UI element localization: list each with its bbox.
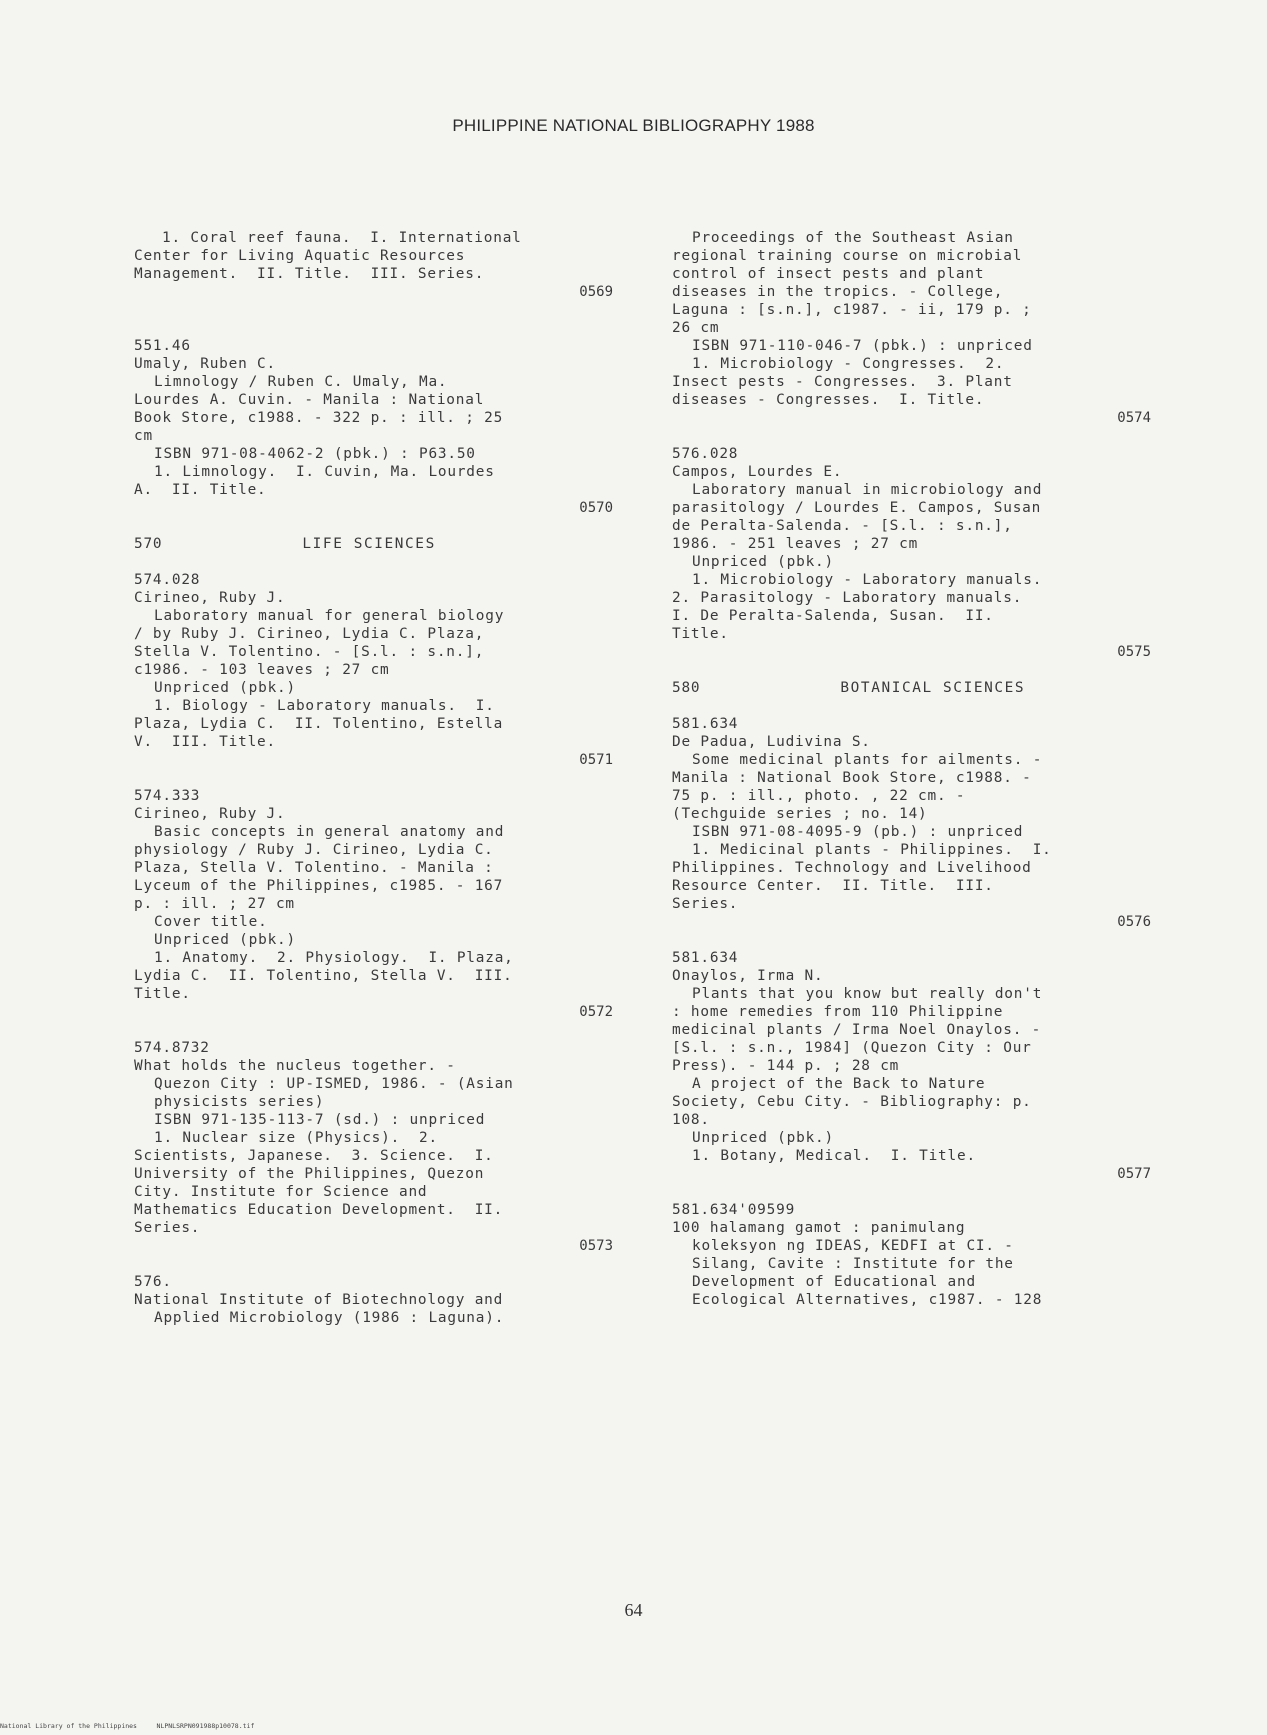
page-title: PHILIPPINE NATIONAL BIBLIOGRAPHY 1988 xyxy=(452,116,815,135)
entry-line: de Peralta-Salenda. - [S.l. : s.n.], xyxy=(672,518,1013,534)
entry-line: University of the Philippines, Quezon xyxy=(134,1166,485,1182)
entry-line: koleksyon ng IDEAS, KEDFI at CI. - xyxy=(692,1238,1014,1254)
spacer xyxy=(134,553,619,571)
entry-line: Insect pests - Congresses. 3. Plant xyxy=(672,374,1013,390)
right-column xyxy=(672,229,1157,1309)
spacer xyxy=(134,301,619,337)
entry-line: Unpriced (pbk.) xyxy=(154,680,296,696)
entry-line: Lydia C. II. Tolentino, Stella V. III. xyxy=(134,968,513,984)
entry-line: City. Institute for Science and xyxy=(134,1184,428,1200)
entry-line: ISBN 971-110-046-7 (pbk.) : unpriced xyxy=(692,338,1033,354)
section-heading xyxy=(134,535,619,553)
entry-number: 0575 xyxy=(1117,644,1151,660)
section-code: 570 xyxy=(134,536,163,552)
entry-line: 1. Biology - Laboratory manuals. I. xyxy=(154,698,495,714)
entry-line: Society, Cebu City. - Bibliography: p. xyxy=(672,1094,1032,1110)
entry-line: 581.634 xyxy=(672,950,739,966)
entry-line: Scientists, Japanese. 3. Science. I. xyxy=(134,1148,494,1164)
entry-line: Manila : National Book Store, c1988. - xyxy=(672,770,1032,786)
entry-line: 75 p. : ill., photo. , 22 cm. - xyxy=(672,788,966,804)
entry-line: medicinal plants / Irma Noel Onaylos. - xyxy=(672,1022,1042,1038)
entry-number: 0572 xyxy=(579,1004,613,1020)
entry-line: Laguna : [s.n.], c1987. - ii, 179 p. ; xyxy=(672,302,1032,318)
spacer xyxy=(672,661,1157,679)
entry-line: 108. xyxy=(672,1112,710,1128)
entry-line: 576. xyxy=(134,1274,172,1290)
entry-line: National Institute of Biotechnology and xyxy=(134,1292,504,1308)
entry-line: V. III. Title. xyxy=(134,734,276,750)
entry-number: 0569 xyxy=(579,284,613,300)
entry-line: physiology / Ruby J. Cirineo, Lydia C. xyxy=(134,842,494,858)
entry-line: Quezon City : UP-ISMED, 1986. - (Asian xyxy=(154,1076,514,1092)
entry-line: Proceedings of the Southeast Asian xyxy=(692,230,1014,246)
entry-line: parasitology / Lourdes E. Campos, Susan xyxy=(672,500,1042,516)
entry-line: 1986. - 251 leaves ; 27 cm xyxy=(672,536,919,552)
entry-line: 1. Nuclear size (Physics). 2. xyxy=(154,1130,438,1146)
entry-line: 100 halamang gamot : panimulang xyxy=(672,1220,966,1236)
entry-number: 0570 xyxy=(579,500,613,516)
entry-line: 1. Microbiology - Laboratory manuals. xyxy=(692,572,1043,588)
entry-line: Onaylos, Irma N. xyxy=(672,968,824,984)
entry-line: 1. Anatomy. 2. Physiology. I. Plaza, xyxy=(154,950,514,966)
entry-line: 581.634 xyxy=(672,716,739,732)
entry-number: 0577 xyxy=(1117,1166,1151,1182)
entry-line: Title. xyxy=(134,986,191,1002)
spacer xyxy=(672,1183,1157,1201)
entry-line: Unpriced (pbk.) xyxy=(154,932,296,948)
section-code: 580 xyxy=(672,680,701,696)
entry-line: Basic concepts in general anatomy and xyxy=(154,824,505,840)
left-column xyxy=(134,229,619,1327)
entry-line: Cirineo, Ruby J. xyxy=(134,806,286,822)
entry-line: Management. II. Title. III. Series. xyxy=(134,266,485,282)
scan-footer: National Library of the Philippines NLPNLSRPN091988p10078.tif xyxy=(0,1722,255,1730)
entry-line: Plaza, Stella V. Tolentino. - Manila : xyxy=(134,860,494,876)
entry-line: 1. Microbiology - Congresses. 2. xyxy=(692,356,1005,372)
entry-line: Lyceum of the Philippines, c1985. - 167 xyxy=(134,878,504,894)
entry-line: I. De Peralta-Salenda, Susan. II. xyxy=(672,608,994,624)
entry-line: c1986. - 103 leaves ; 27 cm xyxy=(134,662,390,678)
entry-number: 0576 xyxy=(1117,914,1151,930)
entry-number: 0573 xyxy=(579,1238,613,1254)
entry-line: Plants that you know but really don't xyxy=(692,986,1043,1002)
entry-line: Press). - 144 p. ; 28 cm xyxy=(672,1058,900,1074)
page-number: 64 xyxy=(624,1600,643,1620)
entry-line: Center for Living Aquatic Resources xyxy=(134,248,466,264)
entry-line: Development of Educational and xyxy=(692,1274,976,1290)
entry-line: What holds the nucleus together. - xyxy=(134,1058,456,1074)
entry-line: Cirineo, Ruby J. xyxy=(134,590,286,606)
entry-line: diseases in the tropics. - College, xyxy=(672,284,1004,300)
entry-line: 551.46 xyxy=(134,338,191,354)
entry-line: Cover title. xyxy=(154,914,268,930)
spacer xyxy=(672,931,1157,949)
spacer xyxy=(134,1021,619,1039)
entry-line: Stella V. Tolentino. - [S.l. : s.n.], xyxy=(134,644,485,660)
entry-line: diseases - Congresses. I. Title. xyxy=(672,392,985,408)
entry-line: 1. Botany, Medical. I. Title. xyxy=(692,1148,976,1164)
entry-line: 574.333 xyxy=(134,788,201,804)
section-heading xyxy=(672,679,1157,697)
entry-line: Ecological Alternatives, c1987. - 128 xyxy=(692,1292,1043,1308)
entry-line: physicists series) xyxy=(154,1094,325,1110)
entry-line: 1. Medicinal plants - Philippines. I. xyxy=(692,842,1052,858)
entry-line: ISBN 971-135-113-7 (sd.) : unpriced xyxy=(154,1112,486,1128)
entry-line: Applied Microbiology (1986 : Laguna). xyxy=(154,1310,505,1326)
spacer xyxy=(134,1255,619,1273)
entry-line: 576.028 xyxy=(672,446,739,462)
entry-line: ISBN 971-08-4062-2 (pbk.) : P63.50 xyxy=(154,446,476,462)
entry-line: (Techguide series ; no. 14) xyxy=(672,806,928,822)
spacer xyxy=(134,517,619,535)
section-title: BOTANICAL SCIENCES xyxy=(840,680,1026,696)
entry-line: regional training course on microbial xyxy=(672,248,1023,264)
entry-number: 0574 xyxy=(1117,410,1151,426)
entry-line: 1. Limnology. I. Cuvin, Ma. Lourdes xyxy=(154,464,495,480)
entry-line: 26 cm xyxy=(672,320,720,336)
entry-line: control of insect pests and plant xyxy=(672,266,985,282)
entry-line: Laboratory manual in microbiology and xyxy=(692,482,1043,498)
entry-line: Lourdes A. Cuvin. - Manila : National xyxy=(134,392,485,408)
entry-line: Title. xyxy=(672,626,729,642)
entry-line: Series. xyxy=(134,1220,201,1236)
entry-line: 2. Parasitology - Laboratory manuals. xyxy=(672,590,1023,606)
entry-line: : home remedies from 110 Philippine xyxy=(672,1004,1004,1020)
entry-line: Laboratory manual for general biology xyxy=(154,608,505,624)
entry-line: Unpriced (pbk.) xyxy=(692,554,834,570)
entry-line: A. II. Title. xyxy=(134,482,267,498)
entry-line: Some medicinal plants for ailments. - xyxy=(692,752,1043,768)
entry-line: Unpriced (pbk.) xyxy=(692,1130,834,1146)
entry-line: A project of the Back to Nature xyxy=(692,1076,986,1092)
entry-line: Silang, Cavite : Institute for the xyxy=(692,1256,1014,1272)
entry-line: Umaly, Ruben C. xyxy=(134,356,276,372)
entry-line: Book Store, c1988. - 322 p. : ill. ; 25 xyxy=(134,410,504,426)
spacer xyxy=(672,427,1157,445)
entry-line: Campos, Lourdes E. xyxy=(672,464,843,480)
spacer xyxy=(134,769,619,787)
entry-line: Philippines. Technology and Livelihood xyxy=(672,860,1032,876)
entry-line: [S.l. : s.n., 1984] (Quezon City : Our xyxy=(672,1040,1032,1056)
entry-line: Plaza, Lydia C. II. Tolentino, Estella xyxy=(134,716,504,732)
section-title: LIFE SCIENCES xyxy=(302,536,436,552)
entry-number: 0571 xyxy=(579,752,613,768)
entry-line: 581.634'09599 xyxy=(672,1202,796,1218)
entry-line: cm xyxy=(134,428,153,444)
entry-line: 1. Coral reef fauna. I. International xyxy=(162,230,522,246)
entry-line: Resource Center. II. Title. III. xyxy=(672,878,994,894)
entry-line: 574.028 xyxy=(134,572,201,588)
entry-line: De Padua, Ludivina S. xyxy=(672,734,871,750)
entry-line: p. : ill. ; 27 cm xyxy=(134,896,295,912)
spacer xyxy=(672,697,1157,715)
entry-line: Mathematics Education Development. II. xyxy=(134,1202,504,1218)
entry-line: ISBN 971-08-4095-9 (pb.) : unpriced xyxy=(692,824,1024,840)
entry-line: Limnology / Ruben C. Umaly, Ma. xyxy=(154,374,448,390)
entry-line: 574.8732 xyxy=(134,1040,210,1056)
entry-line: / by Ruby J. Cirineo, Lydia C. Plaza, xyxy=(134,626,485,642)
entry-line: Series. xyxy=(672,896,739,912)
